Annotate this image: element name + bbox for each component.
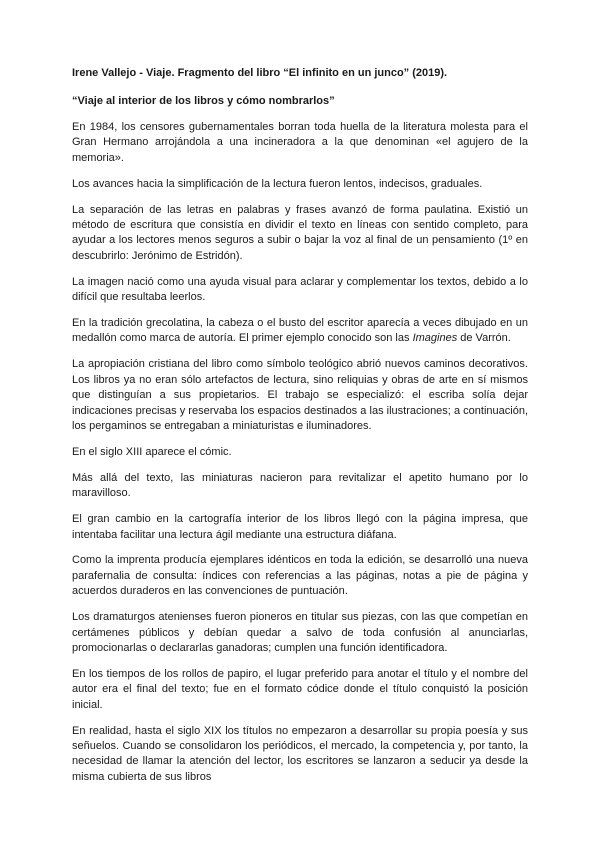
paragraph: Como la imprenta producía ejemplares idénticos en toda la edición, se desarrolló una nueva parafernalia de consulta: índices con referencias a las páginas, notas a pie de página y acuerdos duraderos en las convenciones de puntuación. xyxy=(72,554,528,598)
document-page xyxy=(72,66,528,796)
paragraph: En los tiempos de los rollos de papiro, el lugar preferido para anotar el título y el nombre del autor era el final del texto; fue en el formato códice donde el título conquistó la posición inicial. xyxy=(72,667,528,711)
document-subheading: “Viaje al interior de los libros y cómo nombrarlos” xyxy=(72,95,335,107)
paragraph: La separación de las letras en palabras y frases avanzó de forma paulatina. Existió un método de escritura que consistía en dividir el texto en líneas con sentido completo, para ayudar a los lectores menos seguros a subir o bajar la voz al final de un pensamiento (1º en descubrirlo: Jerónimo de Estridón). xyxy=(72,203,528,262)
document-heading: Irene Vallejo - Viaje. Fragmento del libro “El infinito en un junco” (2019). xyxy=(72,67,448,79)
paragraph: La imagen nació como una ayuda visual para aclarar y complementar los textos, debido a lo difícil que resultaba leerlos. xyxy=(72,275,528,304)
paragraph: Los dramaturgos atenienses fueron pioneros en titular sus piezas, con las que competían en certámenes públicos y debían quedar a salvo de toda confusión al anunciarlas, promocionarlas o declararlas ganadoras; cumplen una función identificadora. xyxy=(72,611,528,654)
paragraph: Los avances hacia la simplificación de la lectura fueron lentos, indecisos, graduales. xyxy=(72,177,483,190)
paragraph: La apropiación cristiana del libro como símbolo teológico abrió nuevos caminos decorativos. Los libros ya no eran sólo artefactos de lectura, sino reliquias y obras de arte en sí mismos que distinguían a sus propietarios. El trabajo se especializó: el escriba solía dejar indicaciones precisas y reservaba los espacios destinados a las ilustraciones; a continuación, los pergaminos se entregaban a miniaturistas e iluminadores. xyxy=(72,358,528,432)
paragraph-text: de Varrón. xyxy=(457,332,511,345)
paragraph: El gran cambio en la cartografía interior de los libros llegó con la página impresa, que intentaba facilitar una lectura ágil mediante una estructura diáfana. xyxy=(72,513,528,541)
paragraph-text: En la tradición grecolatina, la cabeza o el busto del escritor aparecía a veces dibujado en un medallón como marca de autoría. El primer ejemplo conocido son las xyxy=(72,317,528,345)
paragraph: En realidad, hasta el siglo XIX los títulos no empezaron a desarrollar su propia poesía y sus señuelos. Cuando se consolidaron los periódicos, el mercado, la competencia y, por tanto, la necesidad de llamar la atención del lector, los escritores se lanzaron a seducir ya desde la misma cubierta de sus libros xyxy=(72,724,528,783)
paragraph-tradition xyxy=(72,316,528,347)
book-title-italic: Imagines xyxy=(412,332,458,345)
paragraph: En el siglo XIII aparece el cómic. xyxy=(72,445,232,458)
paragraph: Más allá del texto, las miniaturas nacieron para revitalizar el apetito humano por lo maravilloso. xyxy=(72,471,528,500)
paragraph: En 1984, los censores gubernamentales borran toda huella de la literatura molesta para el Gran Hermano arrojándola a una incineradora a la que denominan «el agujero de la memoria». xyxy=(72,121,528,164)
